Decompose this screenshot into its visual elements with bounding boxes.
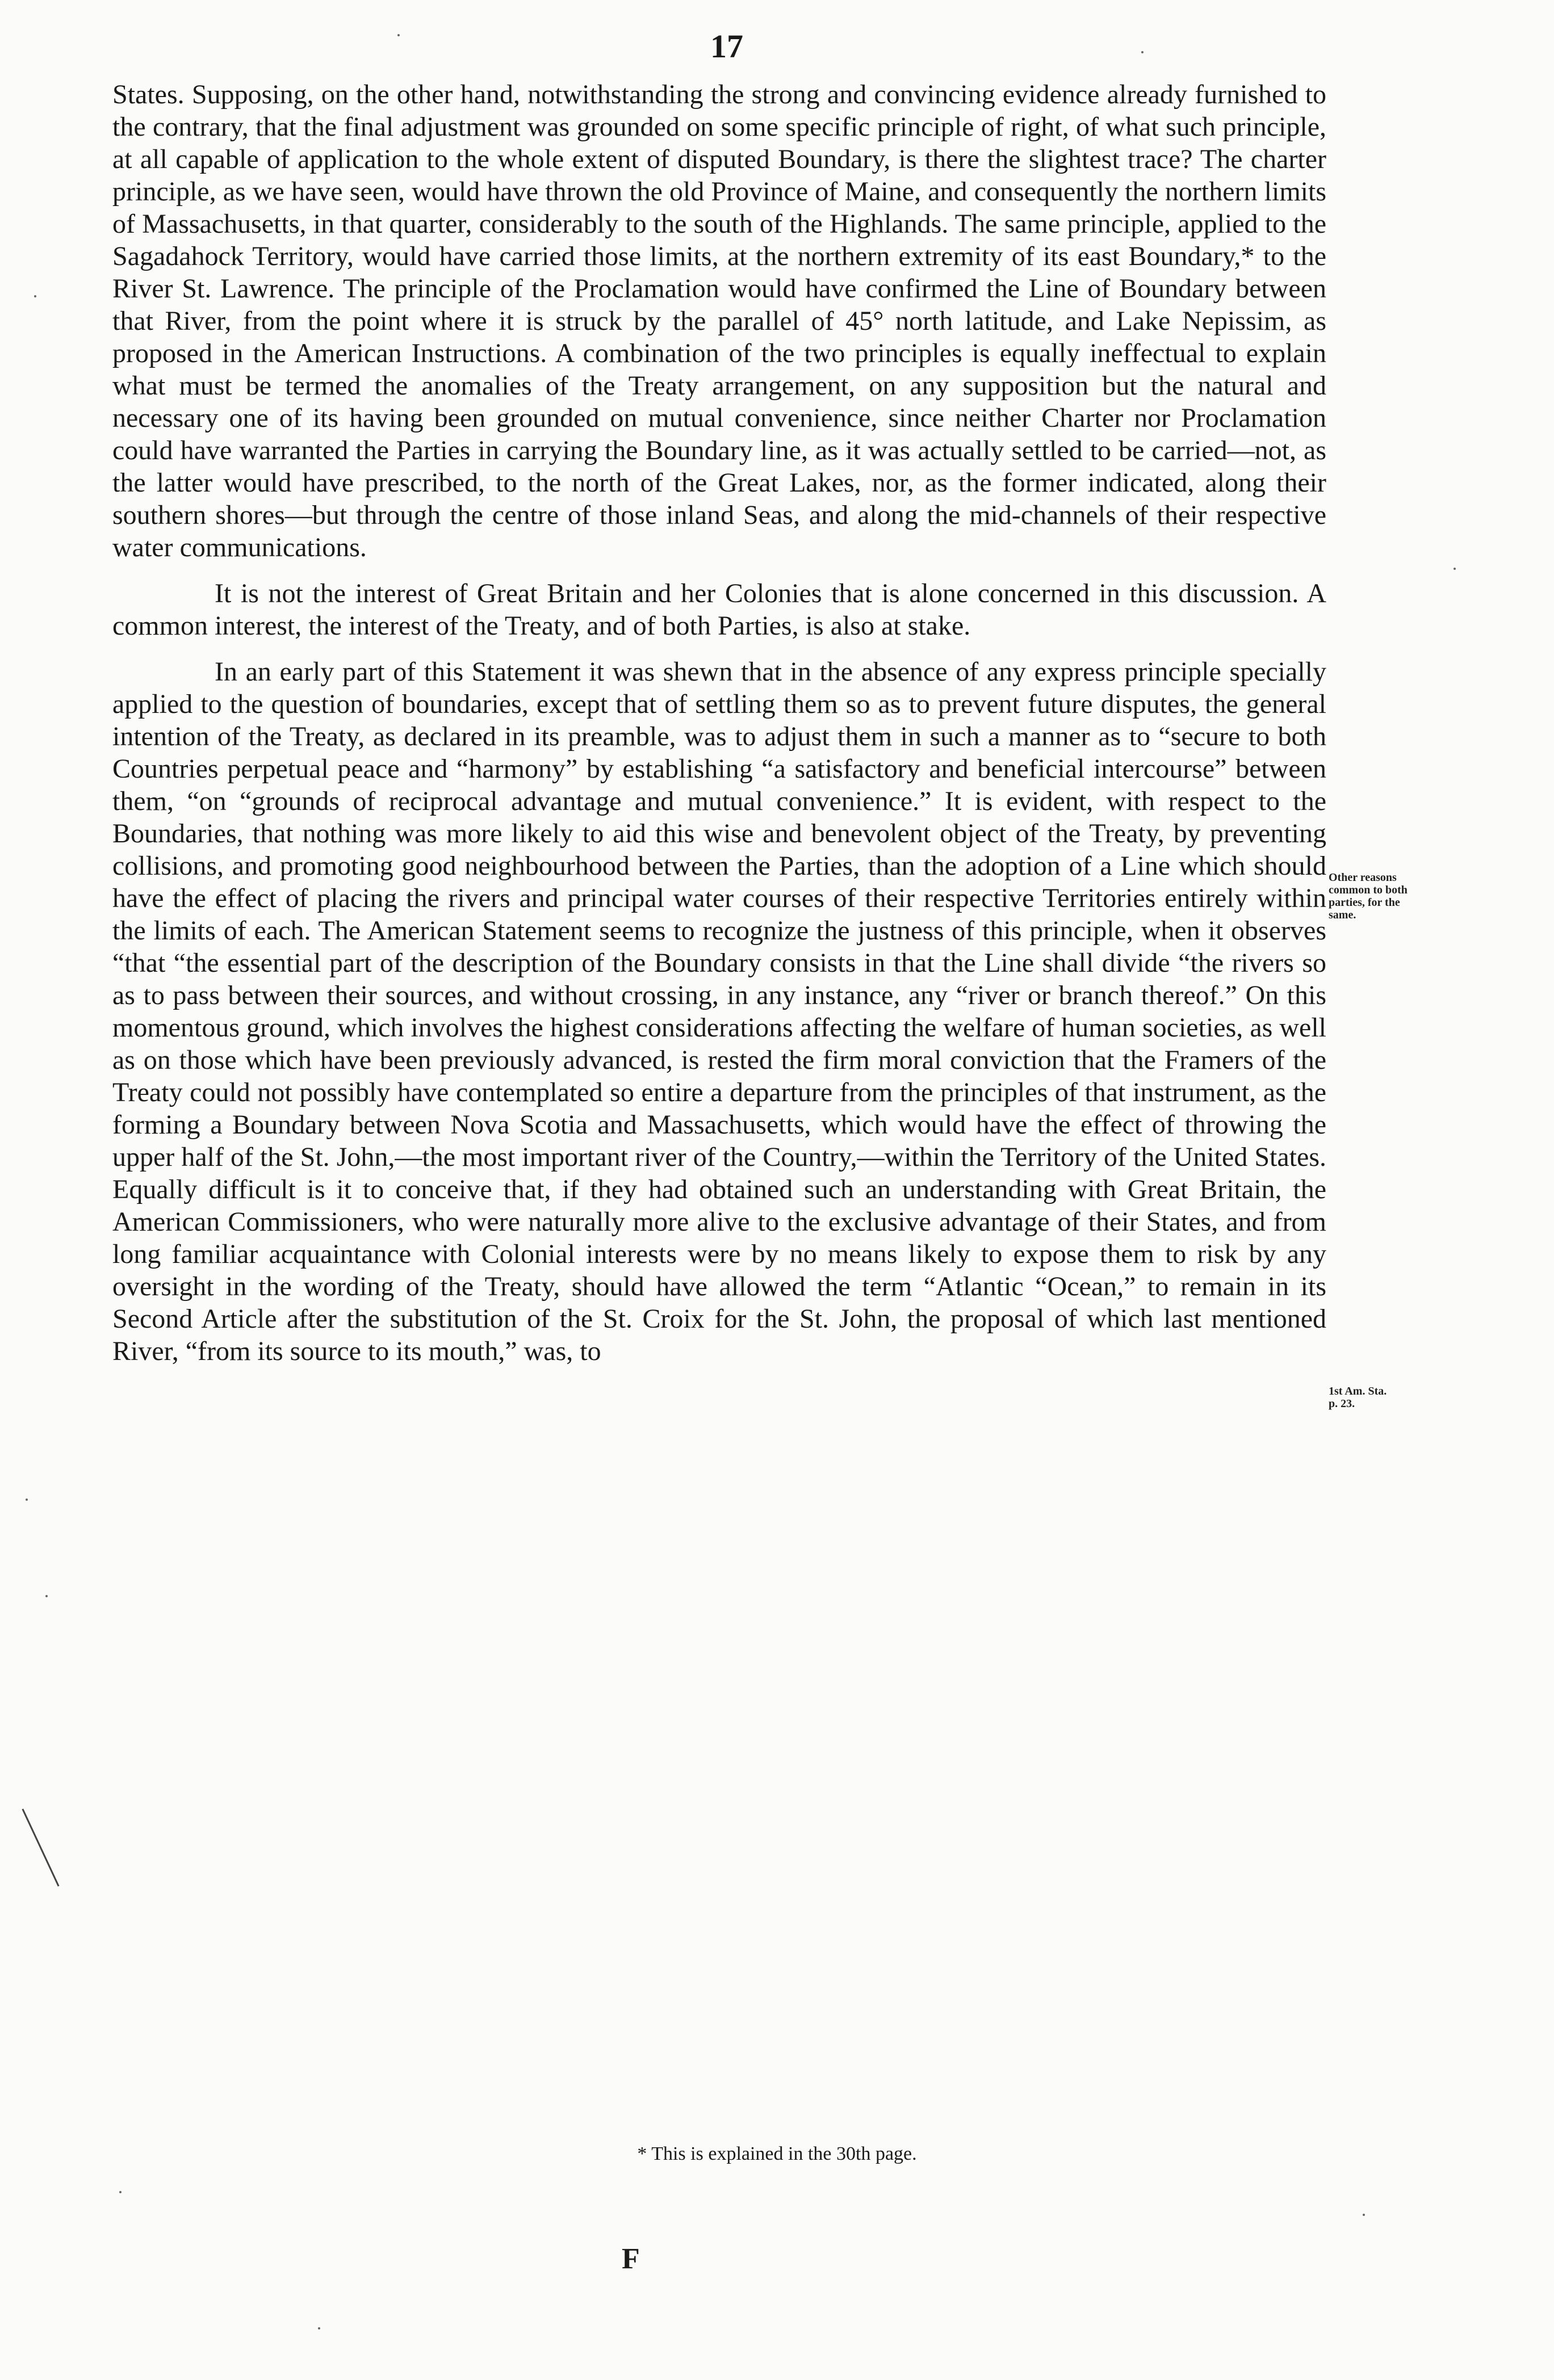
- margin-note-reference: 1st Am. Sta. p. 23.: [1329, 1385, 1387, 1410]
- scan-speck: [26, 1498, 28, 1501]
- scan-speck: [397, 34, 400, 36]
- scan-speck: [318, 2327, 320, 2329]
- paragraph-1: States. Supposing, on the other hand, notwithstanding the strong and convincing evidence already furnished to the contrary, that the final adjustment was grounded on some specific principle of right, of what such principle, at all capable of application to the whole extent of disputed Boundary, is there the slightest trace? The charter principle, as we have seen, would have thrown the old Province of Maine, and consequently the northern limits of Massachusetts, in that quarter, considerably to the south of the Highlands. The same principle, applied to the Sagadahock Territory, would have carried those limits, at the northern extremity of its east Boundary,* to the River St. Lawrence. The principle of the Proclamation would have confirmed the Line of Boundary between that River, from the point where it is struck by the parallel of 45° north latitude, and Lake Nepissim, as proposed in the American Instructions. A combination of the two principles is equally ineffectual to explain what must be termed the anomalies of the Treaty arrangement, on any supposition but the natural and necessary one of its having been grounded on mutual convenience, since neither Charter nor Proclamation could have warranted the Parties in carrying the Boundary line, as it was actually settled to be carried—not, as the latter would have prescribed, to the north of the Great Lakes, nor, as the former indicated, along their southern shores—but through the centre of those inland Seas, and along the mid-channels of their respective water communications.: [112, 79, 1326, 563]
- footnote: * This is explained in the 30th page.: [637, 2143, 917, 2164]
- signature-mark: F: [622, 2243, 640, 2275]
- paragraph-2: It is not the interest of Great Britain and her Colonies that is alone concerned in this discussion. A common interest, the interest of the Treaty, and of both Parties, is also at stake.: [112, 578, 1326, 641]
- scan-speck: [45, 1595, 48, 1597]
- scan-speck: [1454, 568, 1456, 570]
- scan-speck: [34, 295, 36, 297]
- scan-speck: [119, 2191, 122, 2193]
- paragraph-3: In an early part of this Statement it was shewn that in the absence of any express principle specially applied to the question of boundaries, except that of settling them so as to prevent future disputes, the general intention of the Treaty, as declared in its preamble, was to adjust them in such a manner as to “secure to both Countries perpetual peace and “harmony” by establishing “a satisfactory and beneficial intercourse” between them, “on “grounds of reciprocal advantage and mutual convenience.” It is evident, with respect to the Boundaries, that nothing was more likely to aid this wise and benevolent object of the Treaty, by preventing collisions, and promoting good neighbourhood between the Parties, than the adoption of a Line which should have the effect of placing the rivers and principal water courses of their respective Territories entirely within the limits of each. The American Statement seems to recognize the justness of this principle, when it observes “that “the essential part of the description of the Boundary consists in that the Line shall divide “the rivers so as to pass between their sources, and without crossing, in any instance, any “river or branch thereof.” On this momentous ground, which involves the highest considerations affecting the welfare of human societies, as well as on those which have been previously advanced, is rested the firm moral conviction that the Framers of the Treaty could not possibly have contemplated so entire a departure from the principles of that instrument, as the forming a Boundary between Nova Scotia and Massachusetts, which would have the effect of throwing the upper half of the St. John,—the most important river of the Country,—within the Territory of the United States. Equally difficult is it to conceive that, if they had obtained such an understanding with Great Britain, the American Commissioners, who were naturally more alive to the exclusive advantage of their States, and from long familiar acquaintance with Colonial interests were by no means likely to expose them to risk by any oversight in the wording of the Treaty, should have allowed the term “Atlantic “Ocean,” to remain in its Second Article after the substitution of the St. Croix for the St. John, the proposal of which last mentioned River, “from its source to its mouth,” was, to: [112, 657, 1326, 1366]
- scan-speck: [1141, 51, 1143, 53]
- page-number: 17: [710, 28, 743, 65]
- scan-speck: [1363, 2214, 1365, 2216]
- margin-note-other-reasons: Other reasons common to both parties, for the same.: [1329, 871, 1408, 921]
- body-text: [112, 78, 1326, 1367]
- scan-margin-stroke: [22, 1808, 59, 1886]
